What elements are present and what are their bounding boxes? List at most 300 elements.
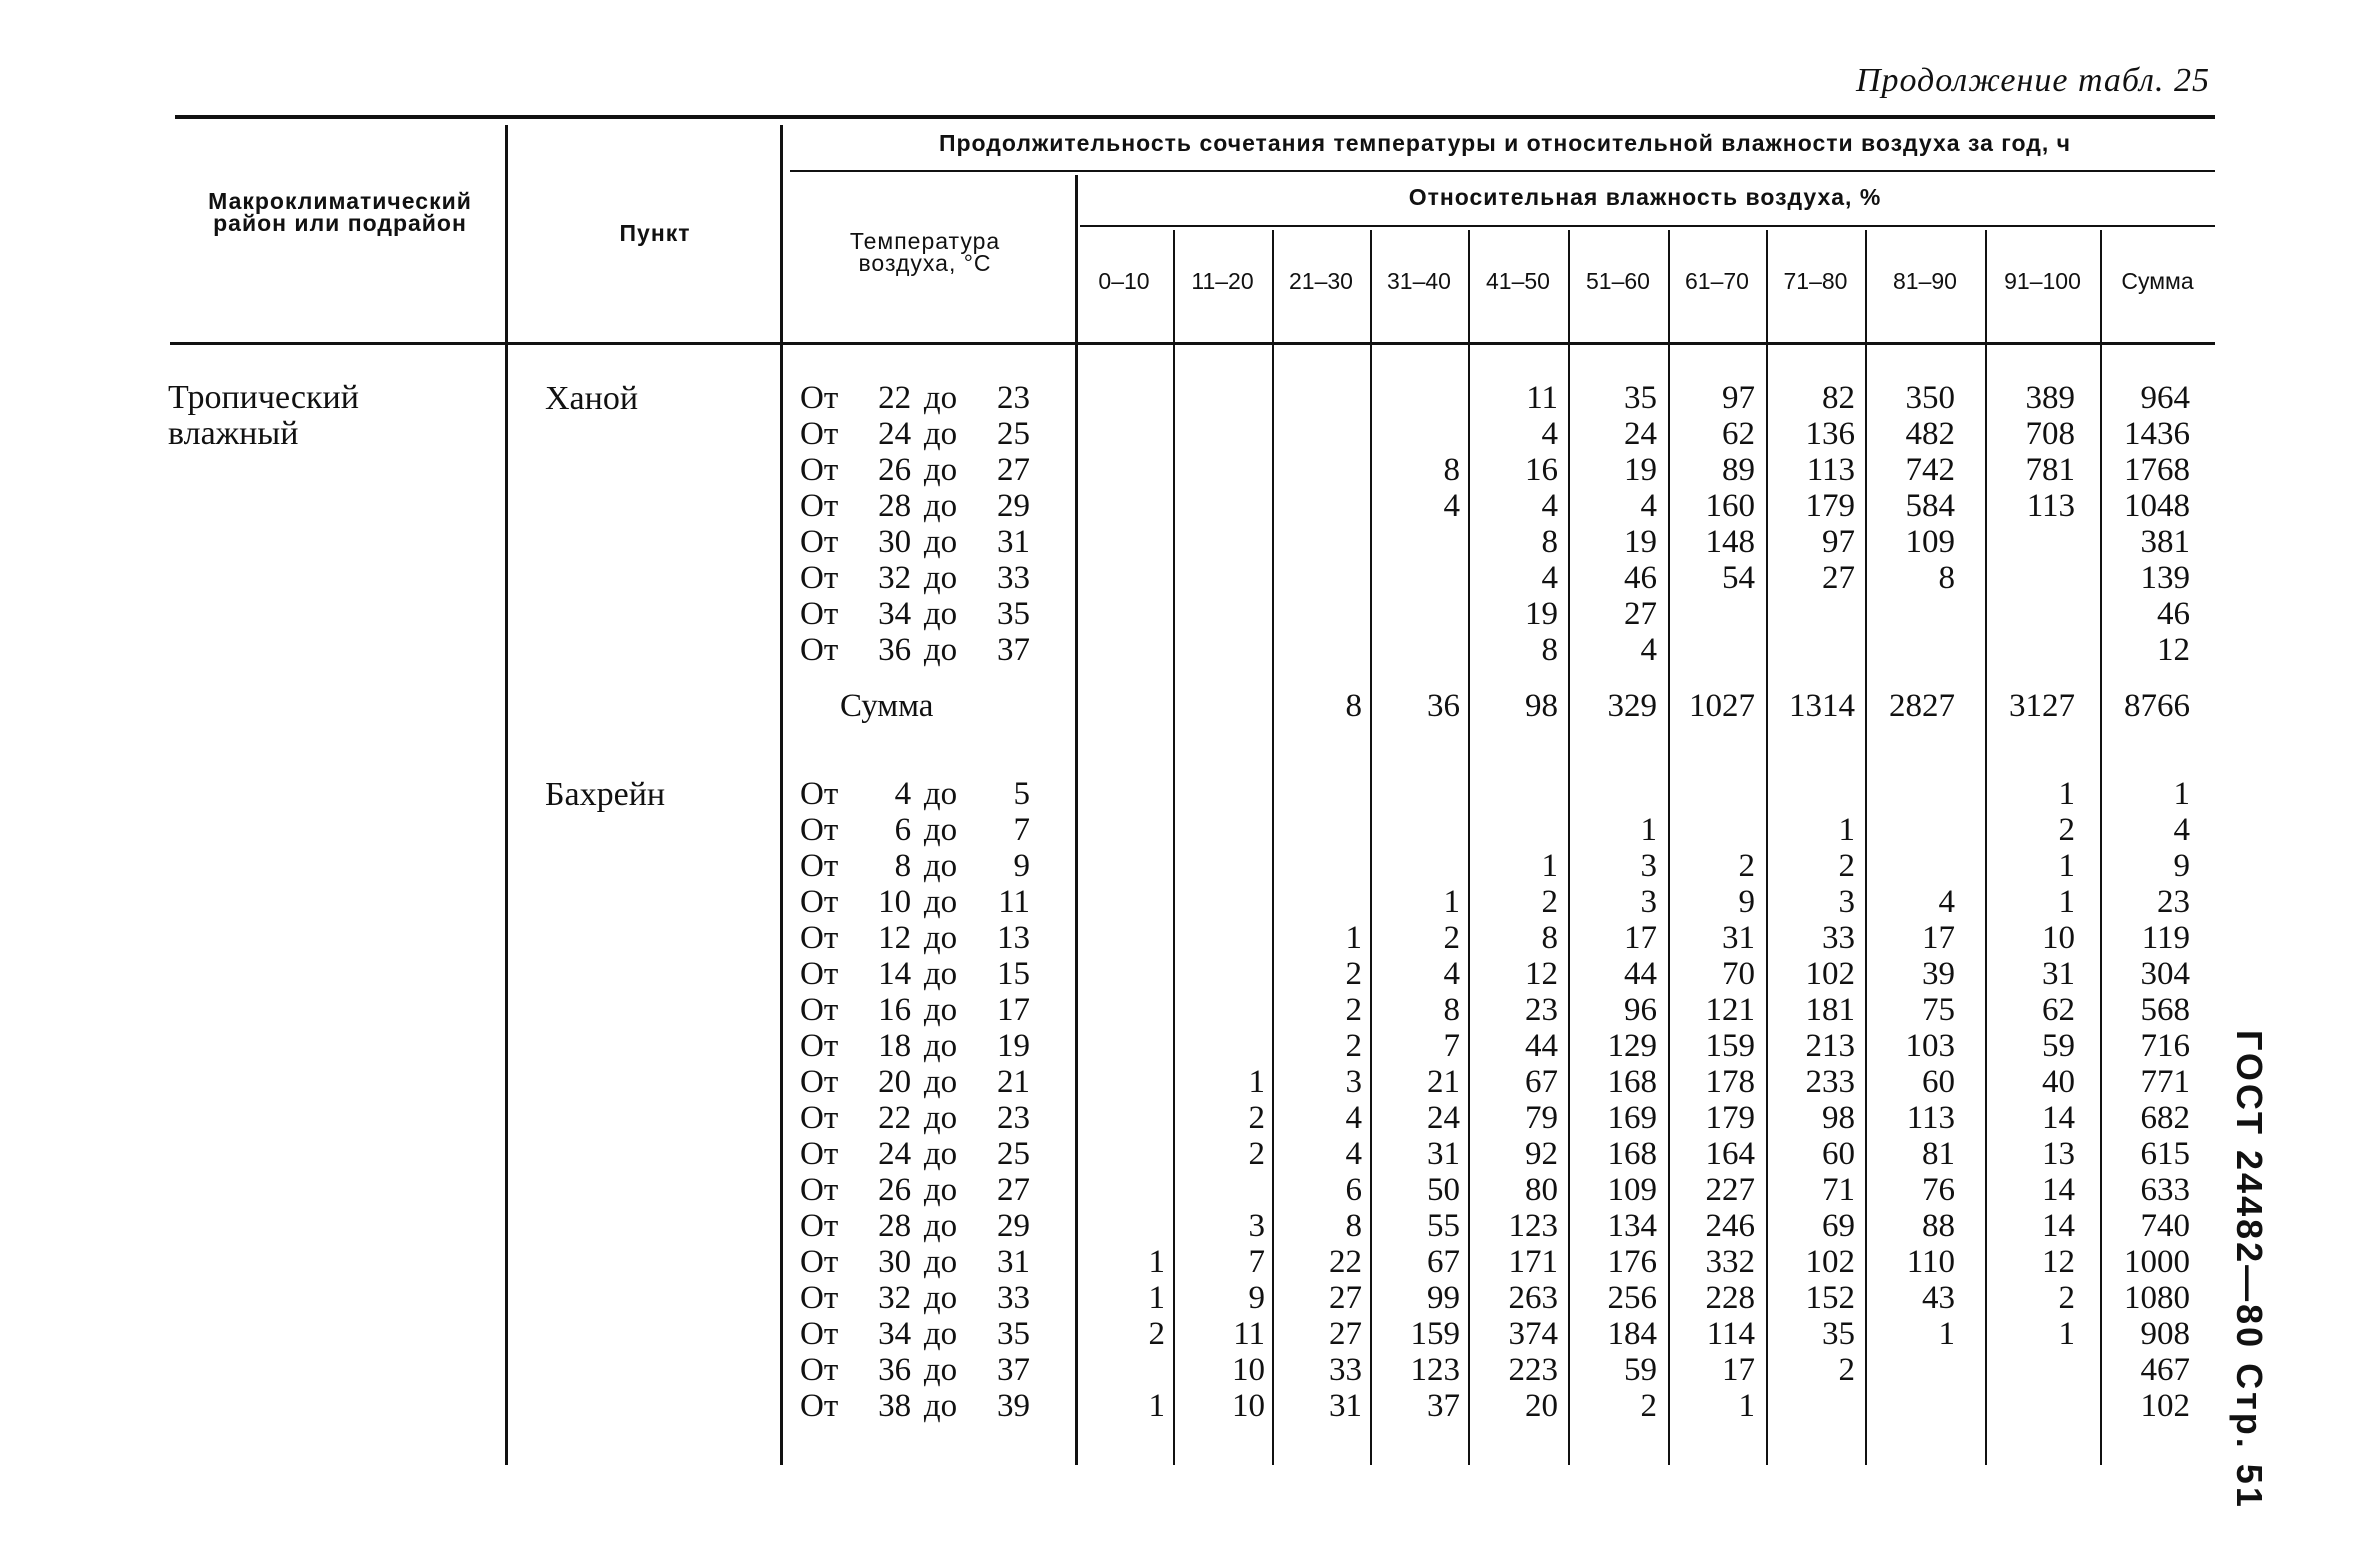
table-cell: 2 [1148,1316,1165,1352]
temperature-range [800,1352,1030,1389]
table-cell: 4 [1640,632,1657,668]
humidity-rule [1080,225,2215,227]
table-cell: 1 [1148,1280,1165,1316]
temperature-range [800,848,1030,885]
table-cell: 136 [1805,416,1855,452]
table-cell: 134 [1607,1208,1657,1244]
header-humidity: Относительная влажность воздуха, % [1408,184,1882,210]
range-from-word: От [800,1172,839,1208]
table-cell: 11 [1233,1316,1265,1352]
table-cell: 742 [1905,452,1955,488]
range-from-word: От [800,992,839,1028]
table-cell: 2 [2058,812,2075,848]
column-header: 21–30 [1289,268,1353,294]
table-cell: 304 [2140,956,2190,992]
range-to-value: 11 [998,884,1030,920]
range-to-word: до [923,956,958,992]
range-from-value: 38 [878,1388,912,1424]
table-cell: 88 [1922,1208,1955,1244]
column-header: 71–80 [1783,268,1848,294]
table-cell: 21 [1427,1064,1460,1100]
temperature-range [800,1172,1030,1209]
temperature-range [800,380,1030,417]
table-cell: 12 [1525,956,1558,992]
table-cell: 27 [1329,1280,1362,1316]
table-cell: 129 [1607,1028,1657,1064]
table-cell: 2 [1838,1352,1855,1388]
table-cell: 2 [1541,884,1558,920]
table-cell: 1 [2058,884,2075,920]
table-cell: 69 [1822,1208,1855,1244]
table-cell: 1 [2058,776,2075,812]
table-cell: 80 [1525,1172,1558,1208]
table-cell: 121 [1705,992,1755,1028]
range-to-word: до [923,488,958,524]
table-cell: 35 [1624,380,1657,416]
range-to-value: 19 [997,1028,1030,1064]
temperature-range [800,884,1030,921]
table-cell: 781 [2025,452,2075,488]
table-cell: 13 [2042,1136,2075,1172]
table-cell: 24 [1624,416,1657,452]
range-to-value: 37 [997,632,1030,668]
table-cell: 103 [1905,1028,1955,1064]
range-from-value: 30 [878,524,912,560]
range-to-value: 27 [997,1172,1030,1208]
range-to-value: 27 [997,452,1030,488]
table-cell: 46 [1624,560,1657,596]
column-header: Сумма [2121,268,2194,294]
table-cell: 4 [1938,884,1955,920]
table-cell: 9 [1248,1280,1265,1316]
temperature-range [800,1136,1030,1173]
range-from-word: От [800,884,839,920]
column-header: 41–50 [1486,268,1550,294]
table-cell: 179 [1805,488,1855,524]
table-cell: 2 [1345,992,1362,1028]
table-cell: 3 [1345,1064,1362,1100]
column-header: 0–10 [1098,268,1150,294]
column-header: 81–90 [1893,268,1957,294]
range-to-value: 33 [997,1280,1030,1316]
table-cell: 1 [1838,812,1855,848]
table-cell: 35 [1822,1316,1855,1352]
table-cell: 14 [2042,1208,2075,1244]
table-cell: 148 [1705,524,1755,560]
range-from-word: От [800,1280,839,1316]
range-to-word: до [923,1352,958,1388]
header-point: Пункт [619,220,691,246]
temperature-range [800,1388,1030,1425]
table-cell: 771 [2140,1064,2190,1100]
table-cell: 27 [1822,560,1855,596]
table-cell: 1 [1148,1388,1165,1424]
table-cell: 14 [2042,1100,2075,1136]
column-header: 91–100 [2004,268,2081,294]
range-from-word: От [800,920,839,956]
range-to-value: 39 [997,1388,1030,1424]
table-cell: 169 [1607,1100,1657,1136]
col-rule-point [505,125,508,1465]
top-rule [175,115,2215,119]
range-to-word: до [923,1064,958,1100]
sum-label: Сумма [840,688,934,724]
range-to-value: 31 [997,524,1030,560]
range-to-word: до [923,1280,958,1316]
table-cell: 54 [1722,560,1755,596]
table-cell: 8 [1345,1208,1362,1244]
range-to-value: 35 [997,1316,1030,1352]
table-cell: 139 [2140,560,2190,596]
table-cell: 123 [1410,1352,1460,1388]
table-cell: 19 [1624,524,1657,560]
table-cell: 7 [1248,1244,1265,1280]
table-cell: 50 [1427,1172,1460,1208]
table-cell: 98 [1525,688,1558,724]
table-cell: 31 [1329,1388,1362,1424]
range-from-value: 8 [894,848,912,884]
table-cell: 223 [1508,1352,1558,1388]
table-cell: 1 [1248,1064,1265,1100]
table-cell: 113 [1806,452,1855,488]
temperature-range [800,1028,1030,1065]
range-from-word: От [800,416,839,452]
temperature-range [800,1316,1030,1353]
range-from-value: 24 [878,416,912,452]
table-cell: 4 [2173,812,2190,848]
table-cell: 1 [1738,1388,1755,1424]
table-cell: 62 [2042,992,2075,1028]
table-cell: 97 [1722,380,1755,416]
table-cell: 67 [1525,1064,1558,1100]
temperature-range [800,1244,1030,1281]
table-cell: 109 [1607,1172,1657,1208]
table-cell: 4 [1541,560,1558,596]
range-to-word: до [923,632,958,668]
range-from-value: 28 [878,488,912,524]
table-cell: 8 [1541,524,1558,560]
table-cell: 8 [1443,452,1460,488]
table-cell: 2 [1345,956,1362,992]
range-from-word: От [800,560,839,596]
range-from-word: От [800,452,839,488]
range-to-word: до [923,1208,958,1244]
range-from-value: 34 [878,596,912,632]
range-to-word: до [923,1100,958,1136]
table-cell: 2 [1443,920,1460,956]
table-cell: 1 [1443,884,1460,920]
table-cell: 17 [1922,920,1955,956]
range-to-value: 13 [997,920,1030,956]
table-cell: 1 [2058,848,2075,884]
temperature-range [800,596,1030,633]
temperature-range [800,920,1030,957]
table-cell: 75 [1922,992,1955,1028]
table-cell: 8 [1345,688,1362,724]
table-cell: 82 [1822,380,1855,416]
table-cell: 9 [2173,848,2190,884]
range-to-value: 23 [997,1100,1030,1136]
table-cell: 46 [2157,596,2190,632]
range-from-value: 24 [878,1136,912,1172]
range-to-value: 21 [997,1064,1030,1100]
station-name: Бахрейн [545,776,666,813]
table-cell: 1 [1938,1316,1955,1352]
range-from-value: 30 [878,1244,912,1280]
table-cell: 1 [2058,1316,2075,1352]
table-cell: 633 [2140,1172,2190,1208]
table-cell: 350 [1905,380,1955,416]
table-cell: 17 [1624,920,1657,956]
header-temperature: Температура воздуха, °С [849,228,1001,276]
range-from-word: От [800,1352,839,1388]
column-header: 61–70 [1685,268,1749,294]
range-to-word: до [923,776,958,812]
temperature-range [800,812,1030,849]
table-cell: 60 [1922,1064,1955,1100]
table-cell: 19 [1525,596,1558,632]
table-cell: 6 [1345,1172,1362,1208]
table-cell: 98 [1822,1100,1855,1136]
table-cell: 24 [1427,1100,1460,1136]
table-cell: 123 [1508,1208,1558,1244]
table-cell: 176 [1607,1244,1657,1280]
table-cell: 2 [1738,848,1755,884]
table-cell: 110 [1906,1244,1955,1280]
table-cell: 89 [1722,452,1755,488]
table-cell: 92 [1525,1136,1558,1172]
range-to-word: до [923,1244,958,1280]
table-cell: 228 [1705,1280,1755,1316]
table-cell: 740 [2140,1208,2190,1244]
table-cell: 59 [1624,1352,1657,1388]
temperature-range [800,992,1030,1029]
table-cell: 4 [1541,488,1558,524]
table-cell: 43 [1922,1280,1955,1316]
table-cell: 16 [1525,452,1558,488]
table-cell: 708 [2025,416,2075,452]
range-to-value: 25 [997,416,1030,452]
table-cell: 4 [1345,1136,1362,1172]
temperature-range [800,1064,1030,1101]
range-from-word: От [800,956,839,992]
range-to-word: до [923,452,958,488]
table-cell: 246 [1705,1208,1755,1244]
range-from-word: От [800,1244,839,1280]
range-to-value: 17 [997,992,1030,1028]
side-standard-label: ГОСТ 24482—80 Стр. 51 [2229,1030,2270,1510]
table-cell: 2 [1838,848,1855,884]
range-from-word: От [800,1388,839,1424]
column-header: 11–20 [1191,268,1254,294]
range-from-value: 18 [878,1028,912,1064]
table-cell: 332 [1705,1244,1755,1280]
range-to-word: до [923,1028,958,1064]
table-cell: 4 [1640,488,1657,524]
table-cell: 40 [2042,1064,2075,1100]
table-cell: 27 [1329,1316,1362,1352]
table-cell: 11 [1526,380,1558,416]
table-cell: 227 [1705,1172,1755,1208]
range-from-value: 12 [878,920,912,956]
col-rule-temp [780,125,783,1465]
table-cell: 3 [1838,884,1855,920]
table-cell: 467 [2140,1352,2190,1388]
table-cell: 96 [1624,992,1657,1028]
table-cell: 102 [1805,1244,1855,1280]
table-cell: 8 [1541,920,1558,956]
table-caption: Продолжение табл. 25 [1855,62,2210,99]
table-cell: 10 [1232,1352,1265,1388]
table-cell: 256 [1607,1280,1657,1316]
range-to-value: 33 [997,560,1030,596]
range-to-value: 37 [997,1352,1030,1388]
range-from-value: 36 [878,632,912,668]
range-from-word: От [800,1208,839,1244]
range-from-value: 10 [878,884,912,920]
table-cell: 159 [1705,1028,1755,1064]
table-cell: 568 [2140,992,2190,1028]
table-cell: 10 [2042,920,2075,956]
table-cell: 22 [1329,1244,1362,1280]
range-to-word: до [923,560,958,596]
range-to-value: 29 [997,488,1030,524]
range-from-value: 28 [878,1208,912,1244]
table-cell: 2 [2058,1280,2075,1316]
range-to-word: до [923,848,958,884]
range-from-value: 26 [878,452,912,488]
range-from-value: 6 [894,812,912,848]
table-cell: 31 [2042,956,2075,992]
table-cell: 716 [2140,1028,2190,1064]
table-cell: 1 [1640,812,1657,848]
range-from-value: 32 [878,1280,912,1316]
column-header: 51–60 [1586,268,1650,294]
range-from-word: От [800,632,839,668]
range-to-word: до [923,812,958,848]
table-cell: 23 [1525,992,1558,1028]
range-from-word: От [800,380,839,416]
table-cell: 70 [1722,956,1755,992]
range-to-word: до [923,1172,958,1208]
table-cell: 19 [1624,452,1657,488]
range-from-value: 36 [878,1352,912,1388]
duration-rule [790,170,2215,172]
table-cell: 213 [1805,1028,1855,1064]
range-to-value: 25 [997,1136,1030,1172]
table-cell: 9 [1738,884,1755,920]
table-cell: 71 [1822,1172,1855,1208]
temperature-range [800,488,1030,525]
range-to-value: 35 [997,596,1030,632]
range-from-value: 26 [878,1172,912,1208]
range-to-value: 7 [1013,812,1030,848]
temperature-range [800,776,1030,813]
table-cell: 233 [1805,1064,1855,1100]
table-cell: 12 [2042,1244,2075,1280]
table-cell: 23 [2157,884,2190,920]
table-cell: 37 [1427,1388,1460,1424]
range-to-word: до [923,1316,958,1352]
range-from-word: От [800,812,839,848]
range-from-value: 4 [894,776,912,812]
table-cell: 1314 [1789,688,1855,724]
table-cell: 584 [1905,488,1955,524]
range-from-value: 14 [878,956,912,992]
range-to-word: до [923,380,958,416]
table-cell: 4 [1443,488,1460,524]
range-to-value: 31 [997,1244,1030,1280]
range-from-word: От [800,488,839,524]
table-cell: 168 [1607,1136,1657,1172]
table-cell: 17 [1722,1352,1755,1388]
table-cell: 3127 [2009,688,2075,724]
table-cell: 1436 [2124,416,2190,452]
table-cell: 1 [1541,848,1558,884]
table-cell: 3 [1640,884,1657,920]
table-cell: 27 [1624,596,1657,632]
table-cell: 2 [1345,1028,1362,1064]
table-cell: 8 [1541,632,1558,668]
table-cell: 8766 [2124,688,2190,724]
table-cell: 99 [1427,1280,1460,1316]
table-cell: 113 [2026,488,2075,524]
table-cell: 55 [1427,1208,1460,1244]
range-to-word: до [923,884,958,920]
temperature-range [800,416,1030,453]
table-cell: 615 [2140,1136,2190,1172]
range-to-word: до [923,1136,958,1172]
temperature-range [800,1280,1030,1317]
table-cell: 152 [1805,1280,1855,1316]
table-cell: 164 [1705,1136,1755,1172]
table-cell: 179 [1705,1100,1755,1136]
range-to-word: до [923,992,958,1028]
table-cell: 44 [1624,956,1657,992]
range-from-word: От [800,596,839,632]
temperature-range [800,452,1030,489]
range-to-value: 15 [997,956,1030,992]
range-to-word: до [923,596,958,632]
range-from-value: 20 [878,1064,912,1100]
temperature-range [800,956,1030,993]
table-cell: 2827 [1889,688,1955,724]
column-header: 31–40 [1387,268,1451,294]
range-from-word: От [800,524,839,560]
table-cell: 389 [2025,380,2075,416]
table-cell: 374 [1508,1316,1558,1352]
table-cell: 114 [1706,1316,1755,1352]
table-cell: 181 [1805,992,1855,1028]
table-cell: 113 [1906,1100,1955,1136]
table-cell: 1 [1148,1244,1165,1280]
temperature-range [800,632,1030,669]
table-cell: 59 [2042,1028,2075,1064]
table-cell: 39 [1922,956,1955,992]
table-cell: 10 [1232,1388,1265,1424]
table-cell: 76 [1922,1172,1955,1208]
range-to-word: до [923,920,958,956]
table-cell: 159 [1410,1316,1460,1352]
header-region: Макроклиматический район или подрайон [208,188,472,236]
range-to-word: до [923,524,958,560]
table-cell: 1048 [2124,488,2190,524]
table-cell: 4 [1541,416,1558,452]
temperature-range [800,1208,1030,1245]
range-from-word: От [800,776,839,812]
station-name: Ханой [545,380,639,417]
table-cell: 2 [1640,1388,1657,1424]
